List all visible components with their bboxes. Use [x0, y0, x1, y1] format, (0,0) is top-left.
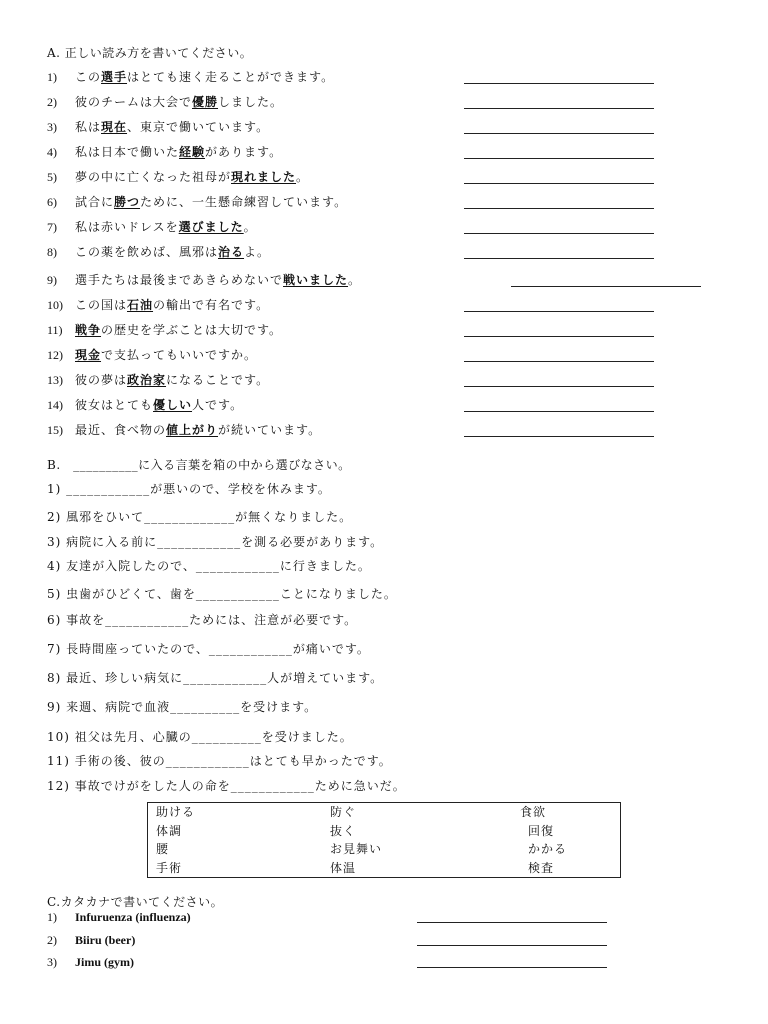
section-a-item: [47, 168, 309, 186]
section-b-item[interactable]: 6) 事故を____________ためには、注意が必要です。: [47, 613, 358, 627]
section-a-item: [47, 93, 283, 111]
item-sentence: [75, 143, 282, 161]
answer-blank[interactable]: [464, 158, 654, 159]
item-sentence: [75, 346, 257, 364]
item-number: 2): [47, 95, 57, 109]
section-a-item: [47, 296, 269, 314]
item-sentence: [75, 68, 334, 86]
target-word: 優勝: [192, 95, 219, 109]
target-word: 治る: [218, 245, 245, 259]
item-number: 2): [47, 933, 57, 947]
target-word: 現在: [101, 120, 128, 134]
section-a-item: [47, 68, 334, 86]
target-word: 勝つ: [114, 195, 141, 209]
section-b-item[interactable]: 4) 友達が入院したので、____________に行きました。: [47, 559, 371, 573]
target-word: 現れました: [231, 170, 297, 184]
answer-blank[interactable]: [464, 208, 654, 209]
sentence-text: この: [75, 70, 102, 84]
sentence-text: 人です。: [192, 398, 244, 412]
section-b-item[interactable]: 2) 風邪をひいて_____________が無くなりました。: [47, 510, 353, 524]
word-choice: 検査: [528, 861, 555, 875]
sentence-text: 最近、食べ物の: [75, 423, 167, 437]
sentence-text: 私は赤いドレスを: [75, 220, 179, 234]
section-b-item[interactable]: 9) 来週、病院で血液__________を受けます。: [47, 700, 318, 714]
item-number: 8): [47, 245, 57, 259]
sentence-text: 夢の中に亡くなった祖母が: [75, 170, 232, 184]
answer-blank[interactable]: [464, 436, 654, 437]
item-number: 4): [47, 145, 57, 159]
item-number: 6): [47, 195, 57, 209]
sentence-text: この国は: [75, 298, 128, 312]
item-number: 1): [47, 910, 57, 924]
answer-blank[interactable]: [464, 386, 654, 387]
target-word: 戦いました: [283, 273, 349, 287]
section-a-item: [47, 396, 243, 414]
item-number: 13): [47, 373, 63, 387]
section-c-title: C.カタカナで書いてください。: [47, 895, 224, 909]
section-b-item[interactable]: 3) 病院に入る前に____________を測る必要があります。: [47, 535, 384, 549]
item-number: 1): [47, 70, 57, 84]
item-sentence: [75, 218, 257, 236]
target-word: 石油: [127, 298, 154, 312]
section-b-item[interactable]: 8) 最近、珍しい病気に____________人が増えています。: [47, 671, 384, 685]
romaji-word: Biiru (beer): [75, 933, 136, 947]
answer-blank[interactable]: [417, 945, 607, 946]
answer-blank[interactable]: [417, 967, 607, 968]
sentence-text: になることです。: [166, 373, 270, 387]
word-choice: 抜く: [330, 824, 357, 838]
sentence-text: 選手たちは最後まであきらめないで: [75, 273, 284, 287]
section-c-item: [47, 908, 191, 926]
answer-blank[interactable]: [417, 922, 607, 923]
answer-blank[interactable]: [464, 183, 654, 184]
item-number: 15): [47, 423, 63, 437]
item-number: 5): [47, 170, 57, 184]
item-sentence: [75, 321, 282, 339]
sentence-text: が続いています。: [218, 423, 322, 437]
sentence-text: はとても速く走ることができます。: [127, 70, 335, 84]
item-number: 11): [47, 323, 63, 337]
section-a-item: [47, 118, 269, 136]
sentence-text: の輸出で有名です。: [153, 298, 270, 312]
word-choice: 体温: [330, 861, 357, 875]
section-a-item: [47, 321, 282, 339]
section-a-title: A. 正しい読み方を書いてください。: [47, 46, 253, 60]
word-choice: 食欲: [520, 805, 547, 819]
item-number: 14): [47, 398, 63, 412]
sentence-text: 試合に: [75, 195, 115, 209]
item-number: 9): [47, 273, 57, 287]
word-choice-box: [147, 802, 621, 878]
answer-blank[interactable]: [511, 286, 701, 287]
target-word: 戦争: [75, 323, 102, 337]
item-sentence: [75, 396, 243, 414]
section-a-item: [47, 193, 347, 211]
sentence-text: があります。: [205, 145, 283, 159]
item-sentence: [75, 118, 269, 136]
word-choice: お見舞い: [330, 842, 383, 856]
section-c-item: [47, 953, 134, 971]
section-a-item: [47, 346, 257, 364]
item-sentence: [75, 93, 283, 111]
section-b-item[interactable]: 5) 虫歯がひどくて、歯を____________ことになりました。: [47, 587, 397, 601]
item-number: 12): [47, 348, 63, 362]
target-word: 選手: [101, 70, 128, 84]
sentence-text: 彼のチームは大会で: [75, 95, 193, 109]
sentence-text: の歴史を学ぶことは大切です。: [101, 323, 283, 337]
answer-blank[interactable]: [464, 233, 654, 234]
section-b-item[interactable]: 1) ____________が悪いので、学校を休みます。: [47, 482, 331, 496]
answer-blank[interactable]: [464, 311, 654, 312]
section-b-item[interactable]: 11) 手術の後、彼の____________はとても早かったです。: [47, 754, 392, 768]
section-a-item: [47, 243, 270, 261]
sentence-text: 。: [296, 170, 310, 184]
sentence-text: 私は: [75, 120, 102, 134]
answer-blank[interactable]: [464, 108, 654, 109]
section-a-item: [47, 271, 361, 289]
word-choice: かかる: [528, 842, 568, 856]
section-a-item: [47, 143, 282, 161]
item-number: 7): [47, 220, 57, 234]
target-word: 政治家: [127, 373, 167, 387]
answer-blank[interactable]: [464, 411, 654, 412]
answer-blank[interactable]: [464, 83, 654, 84]
word-choice: 手術: [156, 861, 183, 875]
section-b-item[interactable]: 12) 事故でけがをした人の命を____________ために急いだ。: [47, 779, 406, 793]
section-b-item[interactable]: 10) 祖父は先月、心臓の__________を受けました。: [47, 730, 353, 744]
sentence-text: 彼女はとても: [75, 398, 154, 412]
target-word: 値上がり: [166, 423, 219, 437]
sentence-text: よ。: [244, 245, 271, 259]
answer-blank[interactable]: [464, 133, 654, 134]
target-word: 選びました: [178, 220, 244, 234]
answer-blank[interactable]: [464, 361, 654, 362]
word-choice: 腰: [156, 842, 170, 856]
item-number: 10): [47, 298, 63, 312]
sentence-text: しました。: [218, 95, 284, 109]
romaji-word: Infuruenza (influenza): [75, 910, 191, 924]
item-sentence: [75, 296, 269, 314]
item-number: 3): [47, 955, 57, 969]
sentence-text: 彼の夢は: [75, 373, 128, 387]
word-choice: 助ける: [156, 805, 196, 819]
sentence-text: 、東京で働いています。: [127, 120, 270, 134]
sentence-text: ために、一生懸命練習しています。: [140, 195, 348, 209]
section-a-item: [47, 421, 321, 439]
section-b-title: B. __________に入る言葉を箱の中から選びなさい。: [47, 458, 351, 472]
item-sentence: [75, 421, 321, 439]
item-sentence: [75, 243, 270, 261]
target-word: 経験: [179, 145, 206, 159]
sentence-text: 。: [243, 220, 257, 234]
target-word: 優しい: [153, 398, 193, 412]
item-sentence: [75, 168, 309, 186]
word-choice: 回復: [528, 824, 555, 838]
item-sentence: [75, 271, 361, 289]
answer-blank[interactable]: [464, 258, 654, 259]
item-sentence: [75, 371, 269, 389]
target-word: 現金: [75, 348, 102, 362]
item-number: 3): [47, 120, 57, 134]
section-b-item[interactable]: 7) 長時間座っていたので、____________が痛いです。: [47, 642, 370, 656]
sentence-text: 私は日本で働いた: [75, 145, 180, 159]
item-sentence: [75, 193, 347, 211]
section-a-item: [47, 371, 269, 389]
section-c-item: [47, 931, 135, 949]
sentence-text: 。: [348, 273, 362, 287]
sentence-text: で支払ってもいいですか。: [101, 348, 258, 362]
answer-blank[interactable]: [464, 336, 654, 337]
word-choice: 体調: [156, 824, 183, 838]
section-a-item: [47, 218, 257, 236]
romaji-word: Jimu (gym): [75, 955, 134, 969]
sentence-text: この薬を飲めば、風邪は: [75, 245, 219, 259]
word-choice: 防ぐ: [330, 805, 357, 819]
